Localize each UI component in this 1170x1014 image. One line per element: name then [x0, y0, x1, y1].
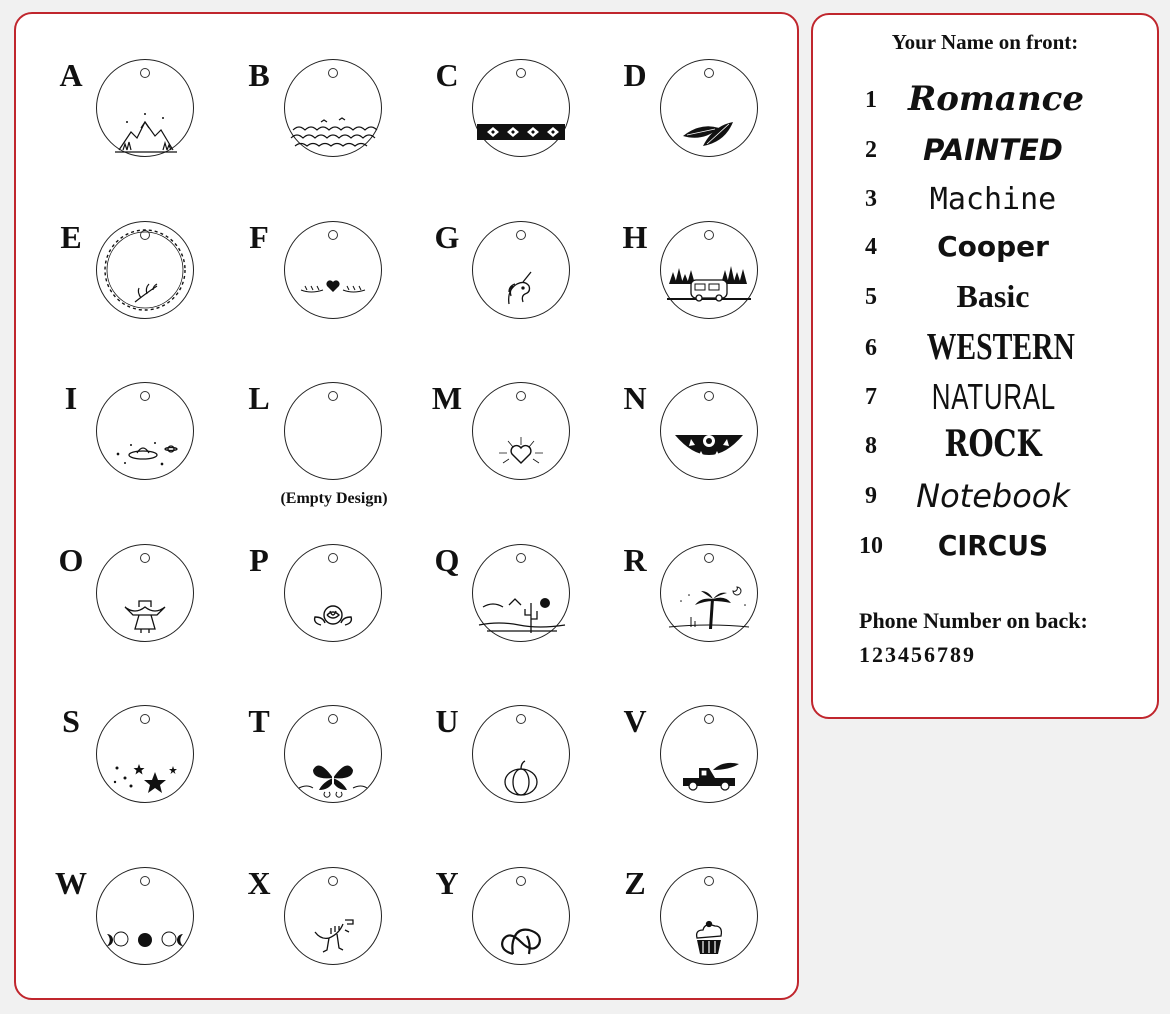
font-option-8[interactable] — [813, 423, 1157, 469]
design-option-n[interactable] — [615, 382, 790, 492]
mountains-icon — [97, 60, 193, 156]
design-letter: X — [247, 865, 271, 901]
design-letter: T — [248, 703, 270, 739]
font-options-panel — [811, 13, 1159, 719]
tag-circle — [284, 382, 382, 480]
font-option-9[interactable] — [813, 473, 1157, 519]
design-letter: Y — [435, 865, 459, 901]
moth-icon — [285, 706, 381, 802]
font-sample-notebook: Notebook — [916, 477, 1070, 515]
design-option-i[interactable] — [51, 382, 226, 492]
tag-circle — [96, 59, 194, 157]
font-number: 5 — [865, 284, 877, 310]
font-number: 10 — [859, 533, 883, 559]
design-option-v[interactable] — [615, 705, 790, 815]
tag-circle — [472, 59, 570, 157]
cupcake-icon — [661, 868, 757, 964]
design-letter: F — [249, 219, 269, 255]
truck-tree-icon — [661, 706, 757, 802]
pumpkin-icon — [473, 706, 569, 802]
pretzel-icon — [473, 868, 569, 964]
font-sample-machine: Machine — [929, 182, 1057, 217]
tag-circle — [472, 544, 570, 642]
empty-design-caption: (Empty Design) — [280, 490, 388, 507]
design-option-l[interactable] — [239, 380, 414, 507]
design-letter: G — [434, 219, 460, 255]
font-option-3[interactable] — [813, 176, 1157, 222]
design-option-a[interactable] — [51, 59, 226, 169]
font-option-1[interactable] — [813, 77, 1157, 123]
font-number: 4 — [865, 234, 877, 260]
tag-circle — [472, 705, 570, 803]
font-sample-circus: CIRCUS — [937, 529, 1049, 562]
stars-icon — [97, 706, 193, 802]
design-option-s[interactable] — [51, 705, 226, 815]
tag-circle — [96, 705, 194, 803]
font-option-2[interactable] — [813, 127, 1157, 173]
design-option-p[interactable] — [239, 544, 414, 654]
font-option-7[interactable] — [813, 374, 1157, 420]
design-letter: O — [58, 542, 84, 578]
tag-circle — [472, 221, 570, 319]
design-letter: E — [60, 219, 82, 255]
design-option-o[interactable] — [51, 544, 226, 654]
rose-icon — [285, 545, 381, 641]
font-sample-rock: ROCK — [944, 423, 1042, 465]
font-sample-painted: PAINTED — [923, 133, 1063, 167]
design-letter: V — [623, 703, 647, 739]
design-letter: Z — [624, 865, 646, 901]
waves-icon — [285, 60, 381, 156]
tag-circle — [96, 221, 194, 319]
design-letter: U — [435, 703, 459, 739]
design-option-h[interactable] — [615, 221, 790, 331]
tag-circle — [472, 867, 570, 965]
fonts-title: Your Name on front: — [891, 30, 1079, 54]
design-letter: N — [623, 380, 647, 416]
thunderbird-icon — [97, 545, 193, 641]
desert-cactus-icon — [473, 545, 569, 641]
font-sample-natural: NATURAL — [931, 376, 1056, 417]
camper-van-forest-icon — [661, 222, 757, 318]
design-letter: L — [248, 380, 270, 416]
dinosaur-skeleton-icon — [285, 868, 381, 964]
font-option-6[interactable] — [813, 325, 1157, 371]
font-sample-basic: Basic — [956, 278, 1030, 314]
font-sample-western: WESTERN — [926, 326, 1075, 368]
design-letter: D — [623, 57, 647, 93]
design-letter: S — [62, 703, 80, 739]
design-letter: Q — [434, 542, 460, 578]
design-option-t[interactable] — [239, 705, 414, 815]
design-option-e[interactable] — [51, 221, 226, 331]
design-options-panel — [14, 12, 799, 1000]
design-option-m[interactable] — [427, 382, 602, 492]
design-option-y[interactable] — [427, 867, 602, 977]
design-option-w[interactable] — [51, 867, 226, 977]
tag-circle — [660, 867, 758, 965]
tag-circle — [660, 221, 758, 319]
design-option-d[interactable] — [615, 59, 790, 169]
tag-circle — [96, 867, 194, 965]
design-option-x[interactable] — [239, 867, 414, 977]
tag-circle — [96, 544, 194, 642]
tag-circle — [284, 705, 382, 803]
font-number: 1 — [865, 87, 877, 113]
font-number: 6 — [865, 335, 877, 361]
design-option-b[interactable] — [239, 59, 414, 169]
tag-circle — [96, 382, 194, 480]
font-number: 2 — [865, 137, 877, 163]
mandala-icon — [661, 383, 757, 479]
font-number: 3 — [865, 186, 877, 212]
design-option-f[interactable] — [239, 221, 414, 331]
font-option-5[interactable] — [813, 274, 1157, 320]
feathers-icon — [661, 60, 757, 156]
font-option-10[interactable] — [813, 523, 1157, 569]
tag-circle — [660, 705, 758, 803]
font-sample-cooper: Cooper — [937, 230, 1049, 263]
tag-circle — [660, 382, 758, 480]
design-letter: P — [249, 542, 269, 578]
design-option-r[interactable] — [615, 544, 790, 654]
unicorn-icon — [473, 222, 569, 318]
tag-circle — [284, 221, 382, 319]
font-sample-romance: Romance — [908, 79, 1084, 119]
design-letter: R — [623, 542, 647, 578]
design-letter: M — [431, 380, 463, 416]
design-option-q[interactable] — [427, 544, 602, 654]
font-number: 7 — [865, 384, 877, 410]
aztec-pattern-icon — [473, 60, 569, 156]
tag-circle — [284, 544, 382, 642]
design-letter: W — [55, 865, 87, 901]
font-number: 8 — [865, 433, 877, 459]
design-letter: C — [435, 57, 459, 93]
tag-hole — [328, 391, 338, 401]
tag-circle — [284, 59, 382, 157]
ufo-icon — [97, 383, 193, 479]
design-option-c[interactable] — [427, 59, 602, 169]
design-letter: A — [59, 57, 83, 93]
font-number: 9 — [865, 483, 877, 509]
design-letter: B — [248, 57, 270, 93]
radiant-heart-icon — [473, 383, 569, 479]
font-option-4[interactable] — [813, 224, 1157, 270]
phone-title: Phone Number on back: — [859, 608, 1088, 633]
tag-circle — [284, 867, 382, 965]
wreath-icon — [97, 222, 193, 318]
moon-phases-icon — [97, 868, 193, 964]
design-option-z[interactable] — [615, 867, 790, 977]
design-option-g[interactable] — [427, 221, 602, 331]
tag-circle — [660, 59, 758, 157]
design-letter: H — [622, 219, 648, 255]
palm-beach-icon — [661, 545, 757, 641]
design-letter: I — [64, 380, 78, 416]
tag-circle — [472, 382, 570, 480]
design-option-u[interactable] — [427, 705, 602, 815]
heart-branches-icon — [285, 222, 381, 318]
tag-circle — [660, 544, 758, 642]
phone-number-sample: 123456789 — [859, 642, 976, 667]
